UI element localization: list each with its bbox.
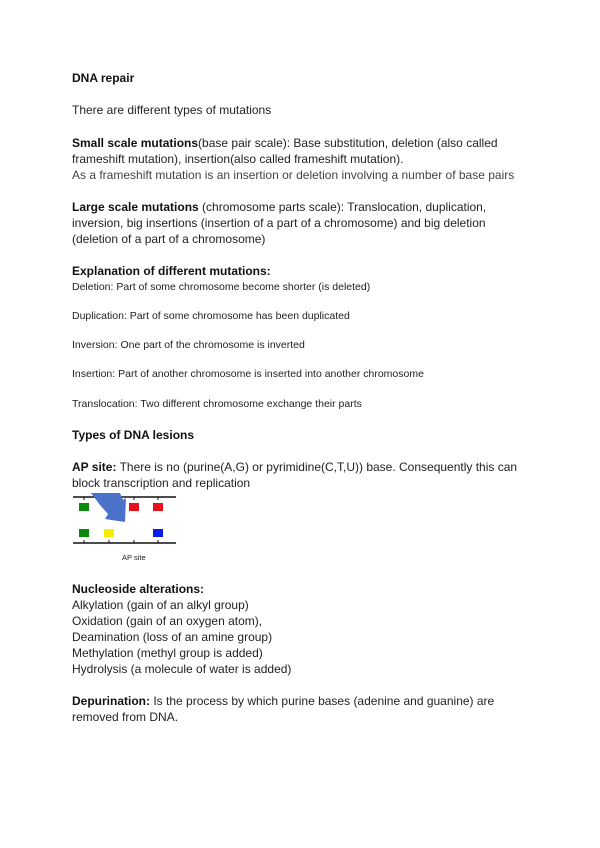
base-blue-bottom — [153, 529, 163, 537]
intro-text: There are different types of mutations — [72, 103, 272, 117]
explanation-item: Deletion: Part of some chromosome become shorter (is deleted) — [72, 281, 371, 293]
arrow-icon — [91, 493, 126, 522]
ap-site-label: AP site — [122, 553, 146, 562]
large-scale-heading: Large scale mutations — [72, 200, 199, 214]
base-yellow-bottom — [104, 529, 114, 537]
ap-site-heading: AP site: — [72, 460, 117, 474]
large-scale-line-3: (deletion of a part of a chromosome) — [72, 232, 266, 246]
page-title: DNA repair — [72, 71, 135, 85]
base-green-bottom — [79, 529, 89, 537]
nucleoside-heading: Nucleoside alterations: — [72, 582, 205, 596]
base-green-top — [79, 503, 89, 511]
small-scale-line-3: As a frameshift mutation is an insertion or deletion involving a number of base pairs — [72, 168, 515, 182]
lesions-heading: Types of DNA lesions — [72, 428, 195, 442]
explanation-item: Insertion: Part of another chromosome is inserted into another chromosome — [72, 368, 424, 380]
depurination-heading: Depurination: — [72, 694, 150, 708]
nucleoside-item: Methylation (methyl group is added) — [72, 646, 263, 660]
large-scale-line-1: Large scale mutations (chromosome parts scale): Translocation, duplication, — [72, 200, 487, 214]
dna-strand-bottom — [73, 540, 176, 543]
base-red-top-1 — [129, 503, 139, 511]
explanation-item: Translocation: Two different chromosome exchange their parts — [72, 398, 362, 410]
small-scale-line-2: frameshift mutation), insertion(also called frameshift mutation). — [72, 152, 404, 166]
nucleoside-item: Alkylation (gain of an alkyl group) — [72, 598, 249, 612]
ap-site-line-2: block transcription and replication — [72, 476, 251, 490]
nucleoside-item: Hydrolysis (a molecule of water is added) — [72, 662, 292, 676]
depurination-line-2: removed from DNA. — [72, 710, 179, 724]
base-red-top-2 — [153, 503, 163, 511]
explanation-item: Duplication: Part of some chromosome has been duplicated — [72, 310, 350, 322]
explanation-heading: Explanation of different mutations: — [72, 264, 271, 278]
small-scale-heading: Small scale mutations — [72, 136, 199, 150]
explanation-item: Inversion: One part of the chromosome is inverted — [72, 339, 305, 351]
ap-site-line-1: AP site: There is no (purine(A,G) or pyrimidine(C,T,U)) base. Consequently this can — [72, 460, 518, 474]
large-scale-line-2: inversion, big insertions (insertion of a part of a chromosome) and big deletion — [72, 216, 486, 230]
depurination-line-1: Depurination: Is the process by which purine bases (adenine and guanine) are — [72, 694, 495, 708]
small-scale-line-1: Small scale mutations(base pair scale): Base substitution, deletion (also called — [72, 136, 498, 150]
nucleoside-item: Oxidation (gain of an oxygen atom), — [72, 614, 263, 628]
nucleoside-item: Deamination (loss of an amine group) — [72, 630, 273, 644]
